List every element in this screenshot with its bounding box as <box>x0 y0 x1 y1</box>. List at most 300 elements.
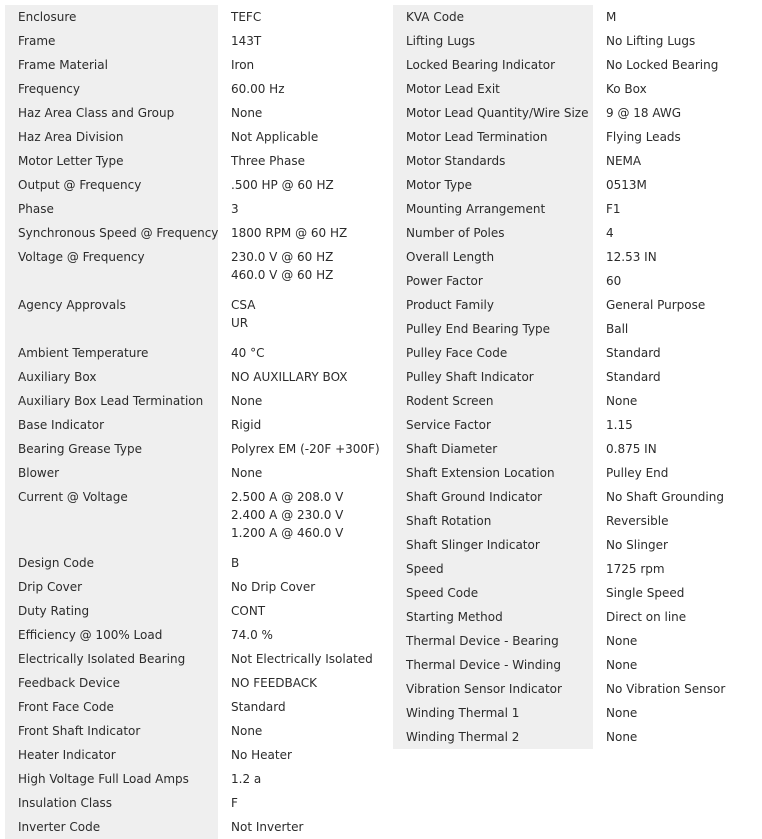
column-gap <box>218 719 226 743</box>
spec-value-line: Reversible <box>606 514 669 528</box>
spec-row-enclosure <box>5 5 386 29</box>
spec-value-line: Iron <box>231 58 255 72</box>
spec-value-line: None <box>606 394 638 408</box>
spec-value <box>226 599 386 623</box>
spec-value-line: 4 <box>606 226 614 240</box>
spec-value-line: 1.200 A @ 460.0 V <box>231 526 344 540</box>
spec-row-frequency <box>5 77 386 101</box>
spec-label: Front Face Code <box>5 695 218 719</box>
spec-value-line: UR <box>231 316 249 330</box>
spec-value-line: 1725 rpm <box>606 562 665 576</box>
spec-value-line: 9 @ 18 AWG <box>606 106 682 120</box>
spec-value <box>601 389 762 413</box>
spec-row-speed <box>393 557 762 581</box>
spec-row-synchronous-speed-frequency <box>5 221 386 245</box>
spec-row-lifting-lugs <box>393 29 762 53</box>
spec-label: Agency Approvals <box>5 293 218 341</box>
column-gap <box>593 53 601 77</box>
spec-value <box>226 197 386 221</box>
spec-row-base-indicator <box>5 413 386 437</box>
spec-label: Haz Area Class and Group <box>5 101 218 125</box>
spec-value-line: F <box>231 796 238 810</box>
spec-label: Shaft Diameter <box>393 437 593 461</box>
spec-row-power-factor <box>393 269 762 293</box>
column-gap <box>593 317 601 341</box>
spec-value <box>601 341 762 365</box>
column-gap <box>593 389 601 413</box>
spec-value <box>226 341 386 365</box>
spec-label: Rodent Screen <box>393 389 593 413</box>
spec-value-line: .500 HP @ 60 HZ <box>231 178 334 192</box>
spec-value <box>601 149 762 173</box>
column-gap <box>593 149 601 173</box>
column-gap <box>593 461 601 485</box>
spec-row-haz-area-class-and-group <box>5 101 386 125</box>
spec-label: Front Shaft Indicator <box>5 719 218 743</box>
spec-value <box>226 815 386 839</box>
spec-value-line: 2.500 A @ 208.0 V <box>231 490 344 504</box>
spec-value-line: Single Speed <box>606 586 685 600</box>
column-gap <box>593 173 601 197</box>
spec-value-line: None <box>231 106 263 120</box>
column-gap <box>218 197 226 221</box>
spec-value-line: None <box>231 466 263 480</box>
spec-value-line: 460.0 V @ 60 HZ <box>231 268 334 282</box>
spec-label: Enclosure <box>5 5 218 29</box>
spec-value-line: 60 <box>606 274 622 288</box>
spec-value-line: None <box>231 394 263 408</box>
column-gap <box>218 29 226 53</box>
spec-value <box>226 791 386 815</box>
spec-value <box>226 101 386 125</box>
spec-label: Motor Letter Type <box>5 149 218 173</box>
spec-value-line: Three Phase <box>231 154 306 168</box>
column-gap <box>593 29 601 53</box>
spec-row-pulley-end-bearing-type <box>393 317 762 341</box>
column-gap <box>593 701 601 725</box>
spec-value <box>601 293 762 317</box>
spec-label: Efficiency @ 100% Load <box>5 623 218 647</box>
spec-value-line: 143T <box>231 34 262 48</box>
spec-label: Shaft Rotation <box>393 509 593 533</box>
column-gap <box>218 77 226 101</box>
spec-label: Overall Length <box>393 245 593 269</box>
spec-value-line: No Drip Cover <box>231 580 316 594</box>
spec-row-thermal-device-bearing <box>393 629 762 653</box>
spec-value <box>226 461 386 485</box>
column-gap <box>218 647 226 671</box>
spec-value-line: Ko Box <box>606 82 647 96</box>
spec-row-kva-code <box>393 5 762 29</box>
column-gap <box>593 269 601 293</box>
spec-label: Synchronous Speed @ Frequency <box>5 221 218 245</box>
column-gap <box>593 221 601 245</box>
spec-label: Auxiliary Box Lead Termination <box>5 389 218 413</box>
spec-label: Motor Type <box>393 173 593 197</box>
specs-left-column <box>5 5 386 839</box>
spec-value-line: 60.00 Hz <box>231 82 285 96</box>
column-gap <box>218 575 226 599</box>
column-gap <box>593 629 601 653</box>
spec-row-speed-code <box>393 581 762 605</box>
spec-row-design-code <box>5 551 386 575</box>
spec-row-motor-standards <box>393 149 762 173</box>
spec-row-drip-cover <box>5 575 386 599</box>
spec-row-motor-lead-termination <box>393 125 762 149</box>
spec-row-current-voltage <box>5 485 386 551</box>
spec-value-line: None <box>606 634 638 648</box>
spec-value-line: 0513M <box>606 178 647 192</box>
spec-value-line: B <box>231 556 240 570</box>
column-gap <box>218 173 226 197</box>
spec-value-line: 1800 RPM @ 60 HZ <box>231 226 348 240</box>
spec-value <box>601 629 762 653</box>
spec-row-heater-indicator <box>5 743 386 767</box>
spec-value <box>601 413 762 437</box>
spec-value-line: None <box>606 706 638 720</box>
spec-row-phase <box>5 197 386 221</box>
column-gap <box>218 125 226 149</box>
spec-row-efficiency-100-load <box>5 623 386 647</box>
spec-label: Shaft Extension Location <box>393 461 593 485</box>
spec-value-line: NO AUXILLARY BOX <box>231 370 348 384</box>
spec-value <box>226 647 386 671</box>
column-gap <box>593 293 601 317</box>
column-gap <box>593 197 601 221</box>
spec-row-shaft-rotation <box>393 509 762 533</box>
spec-label: Pulley End Bearing Type <box>393 317 593 341</box>
column-gap <box>593 533 601 557</box>
spec-label: Thermal Device - Bearing <box>393 629 593 653</box>
spec-value <box>601 173 762 197</box>
spec-label: Locked Bearing Indicator <box>393 53 593 77</box>
spec-label: Speed <box>393 557 593 581</box>
column-gap <box>218 293 226 341</box>
spec-label: Speed Code <box>393 581 593 605</box>
spec-row-motor-lead-quantity-wire-size <box>393 101 762 125</box>
spec-value <box>226 623 386 647</box>
spec-label: Feedback Device <box>5 671 218 695</box>
spec-label: High Voltage Full Load Amps <box>5 767 218 791</box>
spec-row-vibration-sensor-indicator <box>393 677 762 701</box>
spec-value <box>226 221 386 245</box>
spec-label: Starting Method <box>393 605 593 629</box>
spec-row-shaft-slinger-indicator <box>393 533 762 557</box>
spec-row-insulation-class <box>5 791 386 815</box>
spec-value <box>226 173 386 197</box>
spec-value <box>601 557 762 581</box>
spec-row-bearing-grease-type <box>5 437 386 461</box>
spec-value <box>226 245 386 293</box>
spec-row-auxiliary-box-lead-termination <box>5 389 386 413</box>
column-gap <box>218 599 226 623</box>
spec-value <box>226 695 386 719</box>
column-gap <box>218 485 226 551</box>
spec-value-line: Standard <box>231 700 286 714</box>
spec-row-locked-bearing-indicator <box>393 53 762 77</box>
spec-label: Frame <box>5 29 218 53</box>
spec-value-line: Pulley End <box>606 466 669 480</box>
spec-label: Motor Lead Quantity/Wire Size <box>393 101 593 125</box>
spec-label: KVA Code <box>393 5 593 29</box>
spec-row-ambient-temperature <box>5 341 386 365</box>
spec-value <box>226 293 386 341</box>
column-gap <box>218 53 226 77</box>
column-gap <box>593 365 601 389</box>
spec-value-line: None <box>606 730 638 744</box>
spec-value-line: None <box>231 724 263 738</box>
spec-value-line: Rigid <box>231 418 262 432</box>
spec-row-motor-type <box>393 173 762 197</box>
spec-label: Frame Material <box>5 53 218 77</box>
spec-value <box>601 365 762 389</box>
spec-value-line: Standard <box>606 346 661 360</box>
column-gap <box>593 509 601 533</box>
spec-label: Winding Thermal 1 <box>393 701 593 725</box>
spec-row-rodent-screen <box>393 389 762 413</box>
spec-label: Base Indicator <box>5 413 218 437</box>
column-gap <box>593 341 601 365</box>
spec-value <box>226 29 386 53</box>
spec-value <box>601 269 762 293</box>
column-gap <box>218 221 226 245</box>
spec-row-motor-letter-type <box>5 149 386 173</box>
spec-value-line: Polyrex EM (-20F +300F) <box>231 442 380 456</box>
spec-row-number-of-poles <box>393 221 762 245</box>
spec-row-product-family <box>393 293 762 317</box>
column-gap <box>593 485 601 509</box>
column-gap <box>218 365 226 389</box>
column-gap <box>218 437 226 461</box>
spec-value-line: 230.0 V @ 60 HZ <box>231 250 334 264</box>
spec-label: Current @ Voltage <box>5 485 218 551</box>
spec-value <box>226 767 386 791</box>
spec-value <box>226 551 386 575</box>
spec-value-line: No Lifting Lugs <box>606 34 696 48</box>
column-gap <box>218 101 226 125</box>
spec-value-line: NO FEEDBACK <box>231 676 318 690</box>
spec-row-inverter-code <box>5 815 386 839</box>
spec-value-line: 12.53 IN <box>606 250 657 264</box>
column-gap <box>218 623 226 647</box>
spec-label: Haz Area Division <box>5 125 218 149</box>
specs-right-column <box>393 5 762 749</box>
spec-label: Vibration Sensor Indicator <box>393 677 593 701</box>
spec-value-line: Direct on line <box>606 610 687 624</box>
spec-value <box>226 365 386 389</box>
spec-value <box>601 125 762 149</box>
spec-row-shaft-ground-indicator <box>393 485 762 509</box>
spec-value <box>601 29 762 53</box>
spec-label: Frequency <box>5 77 218 101</box>
spec-value-line: No Slinger <box>606 538 668 552</box>
column-gap <box>218 245 226 293</box>
spec-label: Electrically Isolated Bearing <box>5 647 218 671</box>
spec-value <box>226 575 386 599</box>
spec-value <box>601 485 762 509</box>
spec-row-shaft-diameter <box>393 437 762 461</box>
spec-value <box>226 5 386 29</box>
spec-value-line: TEFC <box>231 10 262 24</box>
spec-value <box>226 125 386 149</box>
column-gap <box>218 461 226 485</box>
spec-row-frame-material <box>5 53 386 77</box>
spec-label: Product Family <box>393 293 593 317</box>
spec-row-electrically-isolated-bearing <box>5 647 386 671</box>
spec-row-pulley-shaft-indicator <box>393 365 762 389</box>
column-gap <box>593 101 601 125</box>
spec-value <box>226 77 386 101</box>
spec-row-overall-length <box>393 245 762 269</box>
spec-value-line: 74.0 % <box>231 628 273 642</box>
column-gap <box>218 767 226 791</box>
spec-value-line: F1 <box>606 202 621 216</box>
spec-row-haz-area-division <box>5 125 386 149</box>
spec-label: Thermal Device - Winding <box>393 653 593 677</box>
spec-value-line: Not Inverter <box>231 820 304 834</box>
spec-value <box>226 53 386 77</box>
spec-label: Motor Standards <box>393 149 593 173</box>
spec-value-line: General Purpose <box>606 298 706 312</box>
spec-value <box>601 605 762 629</box>
spec-label: Insulation Class <box>5 791 218 815</box>
column-gap <box>593 653 601 677</box>
spec-row-front-face-code <box>5 695 386 719</box>
column-gap <box>593 125 601 149</box>
column-gap <box>218 695 226 719</box>
spec-value <box>601 317 762 341</box>
spec-value <box>226 413 386 437</box>
spec-value <box>226 149 386 173</box>
spec-value <box>601 581 762 605</box>
spec-row-starting-method <box>393 605 762 629</box>
column-gap <box>593 725 601 749</box>
column-gap <box>218 389 226 413</box>
spec-value <box>601 5 762 29</box>
spec-value-line: None <box>606 658 638 672</box>
spec-label: Shaft Ground Indicator <box>393 485 593 509</box>
column-gap <box>218 413 226 437</box>
spec-value-line: Not Applicable <box>231 130 319 144</box>
spec-value-line: No Locked Bearing <box>606 58 719 72</box>
spec-value-line: No Shaft Grounding <box>606 490 724 504</box>
column-gap <box>218 341 226 365</box>
spec-value <box>601 533 762 557</box>
spec-label: Blower <box>5 461 218 485</box>
spec-row-output-frequency <box>5 173 386 197</box>
spec-value <box>601 197 762 221</box>
spec-label: Mounting Arrangement <box>393 197 593 221</box>
spec-label: Ambient Temperature <box>5 341 218 365</box>
column-gap <box>593 677 601 701</box>
spec-value <box>226 437 386 461</box>
spec-value <box>601 461 762 485</box>
spec-label: Power Factor <box>393 269 593 293</box>
spec-value <box>601 437 762 461</box>
spec-row-feedback-device <box>5 671 386 695</box>
spec-value-line: Ball <box>606 322 629 336</box>
spec-label: Auxiliary Box <box>5 365 218 389</box>
spec-row-shaft-extension-location <box>393 461 762 485</box>
spec-value <box>226 719 386 743</box>
spec-label: Voltage @ Frequency <box>5 245 218 293</box>
spec-value <box>601 221 762 245</box>
spec-row-duty-rating <box>5 599 386 623</box>
spec-row-blower <box>5 461 386 485</box>
spec-label: Heater Indicator <box>5 743 218 767</box>
spec-value-line: No Vibration Sensor <box>606 682 726 696</box>
spec-label: Motor Lead Termination <box>393 125 593 149</box>
spec-row-thermal-device-winding <box>393 653 762 677</box>
column-gap <box>218 5 226 29</box>
spec-label: Lifting Lugs <box>393 29 593 53</box>
column-gap <box>593 605 601 629</box>
spec-value <box>601 653 762 677</box>
spec-row-auxiliary-box <box>5 365 386 389</box>
column-gap <box>593 557 601 581</box>
column-gap <box>593 581 601 605</box>
spec-label: Number of Poles <box>393 221 593 245</box>
spec-value <box>601 53 762 77</box>
column-gap <box>218 815 226 839</box>
spec-value <box>601 725 762 749</box>
spec-row-winding-thermal-2 <box>393 725 762 749</box>
column-gap <box>593 245 601 269</box>
spec-label: Phase <box>5 197 218 221</box>
column-gap <box>593 413 601 437</box>
column-gap <box>218 671 226 695</box>
column-gap <box>218 743 226 767</box>
spec-label: Pulley Shaft Indicator <box>393 365 593 389</box>
spec-value-line: 40 °C <box>231 346 265 360</box>
spec-value <box>226 389 386 413</box>
spec-value <box>601 101 762 125</box>
spec-row-front-shaft-indicator <box>5 719 386 743</box>
spec-value-line: M <box>606 10 617 24</box>
spec-value <box>601 677 762 701</box>
column-gap <box>218 551 226 575</box>
spec-label: Pulley Face Code <box>393 341 593 365</box>
spec-label: Drip Cover <box>5 575 218 599</box>
spec-row-high-voltage-full-load-amps <box>5 767 386 791</box>
spec-label: Bearing Grease Type <box>5 437 218 461</box>
spec-value <box>226 671 386 695</box>
column-gap <box>593 437 601 461</box>
spec-value-line: Flying Leads <box>606 130 681 144</box>
column-gap <box>593 77 601 101</box>
spec-row-agency-approvals <box>5 293 386 341</box>
spec-label: Motor Lead Exit <box>393 77 593 101</box>
spec-label: Inverter Code <box>5 815 218 839</box>
spec-value-line: 3 <box>231 202 239 216</box>
spec-value <box>601 77 762 101</box>
spec-value <box>226 743 386 767</box>
spec-value-line: CSA <box>231 298 256 312</box>
spec-label: Output @ Frequency <box>5 173 218 197</box>
spec-row-mounting-arrangement <box>393 197 762 221</box>
spec-label: Duty Rating <box>5 599 218 623</box>
spec-value-line: No Heater <box>231 748 292 762</box>
spec-value-line: Standard <box>606 370 661 384</box>
spec-label: Design Code <box>5 551 218 575</box>
column-gap <box>218 791 226 815</box>
spec-row-voltage-frequency <box>5 245 386 293</box>
spec-row-winding-thermal-1 <box>393 701 762 725</box>
spec-value-line: 2.400 A @ 230.0 V <box>231 508 344 522</box>
spec-value-line: CONT <box>231 604 266 618</box>
spec-label: Shaft Slinger Indicator <box>393 533 593 557</box>
spec-value-line: 0.875 IN <box>606 442 657 456</box>
